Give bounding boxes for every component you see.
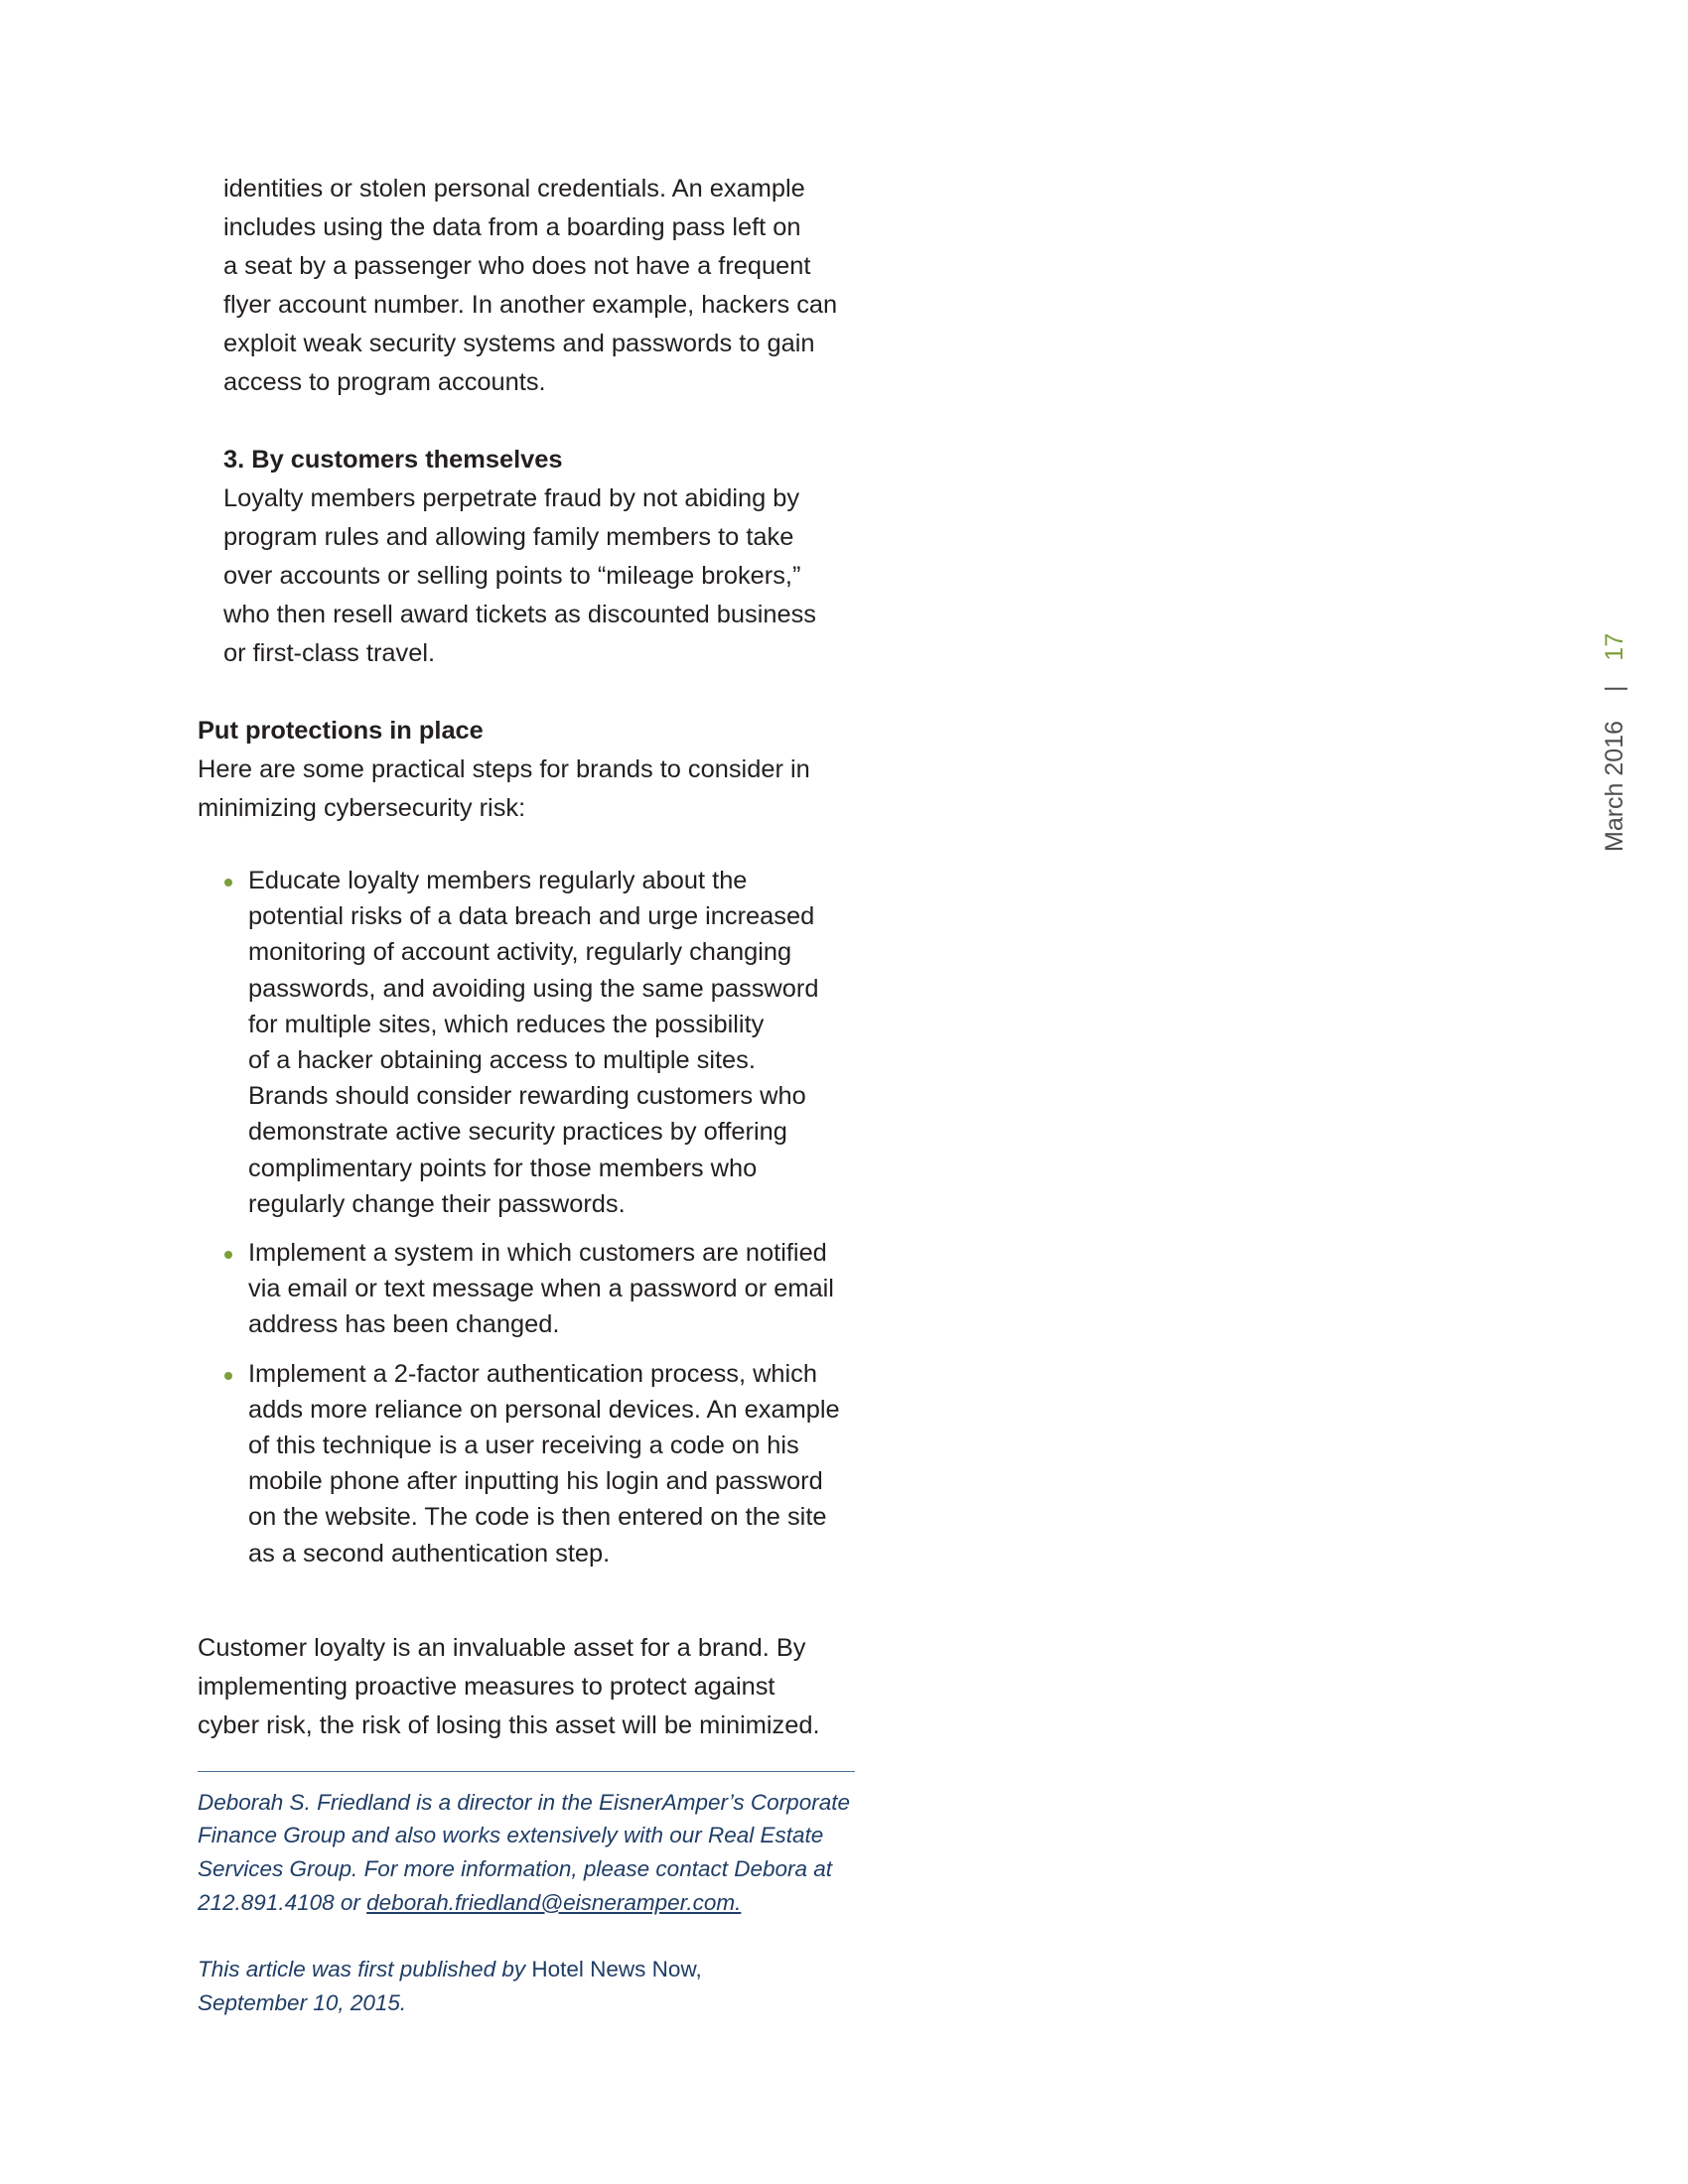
publication-date: September 10, 2015. xyxy=(198,1989,407,2015)
text-line: demonstrate active security practices by offering xyxy=(248,1118,787,1147)
text-line: of this technique is a user receiving a code on his xyxy=(248,1432,799,1460)
list-item xyxy=(248,1356,853,1571)
closing-paragraph xyxy=(198,1629,853,1745)
text-line: as a second authentication step. xyxy=(248,1539,611,1568)
bullet-dot-icon xyxy=(224,1251,232,1259)
text-line: Deborah S. Friedland is a director in the EisnerAmper’s Corporate xyxy=(198,1789,850,1815)
text-line: or first-class travel. xyxy=(223,639,436,667)
text-line: exploit weak security systems and passwords to gain xyxy=(223,330,815,357)
text-line: program rules and allowing family members to take xyxy=(223,523,794,551)
text-line: passwords, and avoiding using the same password xyxy=(248,974,819,1003)
text-line: monitoring of account activity, regularly changing xyxy=(248,938,792,967)
protections-heading: Put protections in place xyxy=(198,717,484,745)
text-line: Implement a 2-factor authentication process, which xyxy=(248,1359,817,1388)
text-line: Services Group. For more information, please contact Debora at xyxy=(198,1856,833,1882)
text-line: address has been changed. xyxy=(248,1310,560,1339)
issue-date: March 2016 xyxy=(1601,720,1628,852)
text-line: minimizing cybersecurity risk: xyxy=(198,794,526,822)
text-line: includes using the data from a boarding pass left on xyxy=(223,213,801,241)
text-line: who then resell award tickets as discounted business xyxy=(223,601,817,628)
protections-paragraph xyxy=(198,712,853,828)
publication-note xyxy=(198,1953,853,2019)
text-line: identities or stolen personal credentials. An example xyxy=(223,175,805,203)
intro-paragraph xyxy=(223,170,853,402)
text-line: cyber risk, the risk of losing this asset will be minimized. xyxy=(198,1710,820,1739)
text-line: potential risks of a data breach and urge increased xyxy=(248,902,815,931)
section-3-heading: 3. By customers themselves xyxy=(223,446,563,474)
article-column xyxy=(198,170,853,2019)
page-number: 17 xyxy=(1601,632,1628,661)
email-link[interactable]: deborah.friedland@eisneramper.com. xyxy=(366,1889,742,1915)
text-line: implementing proactive measures to protect against xyxy=(198,1672,775,1701)
text-line: Educate loyalty members regularly about the xyxy=(248,867,748,894)
text-line: on the website. The code is then entered on the site xyxy=(248,1503,827,1532)
author-bio xyxy=(198,1786,853,1919)
section-3-paragraph xyxy=(223,441,853,673)
list-item xyxy=(248,863,853,1222)
separator: | xyxy=(1601,685,1628,693)
text-line: for multiple sites, which reduces the possibility xyxy=(248,1010,765,1038)
phone-text: 212.891.4108 or xyxy=(198,1889,367,1915)
publication-name: Hotel News Now, xyxy=(531,1957,702,1982)
divider xyxy=(198,1771,855,1772)
bullet-dot-icon xyxy=(224,879,232,887)
text-line: Customer loyalty is an invaluable asset for a brand. By xyxy=(198,1633,806,1662)
text-line: via email or text message when a password or email xyxy=(248,1275,834,1303)
text-line: regularly change their passwords. xyxy=(248,1189,626,1218)
text-line: Implement a system in which customers are notified xyxy=(248,1239,827,1268)
text-line: access to program accounts. xyxy=(223,368,546,396)
text-line: Brands should consider rewarding customers who xyxy=(248,1082,806,1111)
steps-list xyxy=(198,863,853,1571)
text-line: flyer account number. In another example, hackers can xyxy=(223,291,838,319)
text-line: complimentary points for those members who xyxy=(248,1154,758,1182)
text-line: of a hacker obtaining access to multiple sites. xyxy=(248,1046,756,1075)
text-line: Here are some practical steps for brands to consider in xyxy=(198,755,810,783)
text-line: adds more reliance on personal devices. An example xyxy=(248,1395,840,1424)
text-line: Finance Group and also works extensively with our Real Estate xyxy=(198,1823,824,1848)
publication-prefix: This article was first published by xyxy=(198,1957,532,1982)
bullet-dot-icon xyxy=(224,1372,232,1380)
text-line: over accounts or selling points to “mileage brokers,” xyxy=(223,562,801,590)
text-line: a seat by a passenger who does not have a frequent xyxy=(223,252,811,280)
text-line: Loyalty members perpetrate fraud by not abiding by xyxy=(223,484,800,512)
text-line: mobile phone after inputting his login and password xyxy=(248,1467,823,1496)
page-footer-vertical xyxy=(1601,633,1629,852)
list-item xyxy=(248,1235,853,1343)
